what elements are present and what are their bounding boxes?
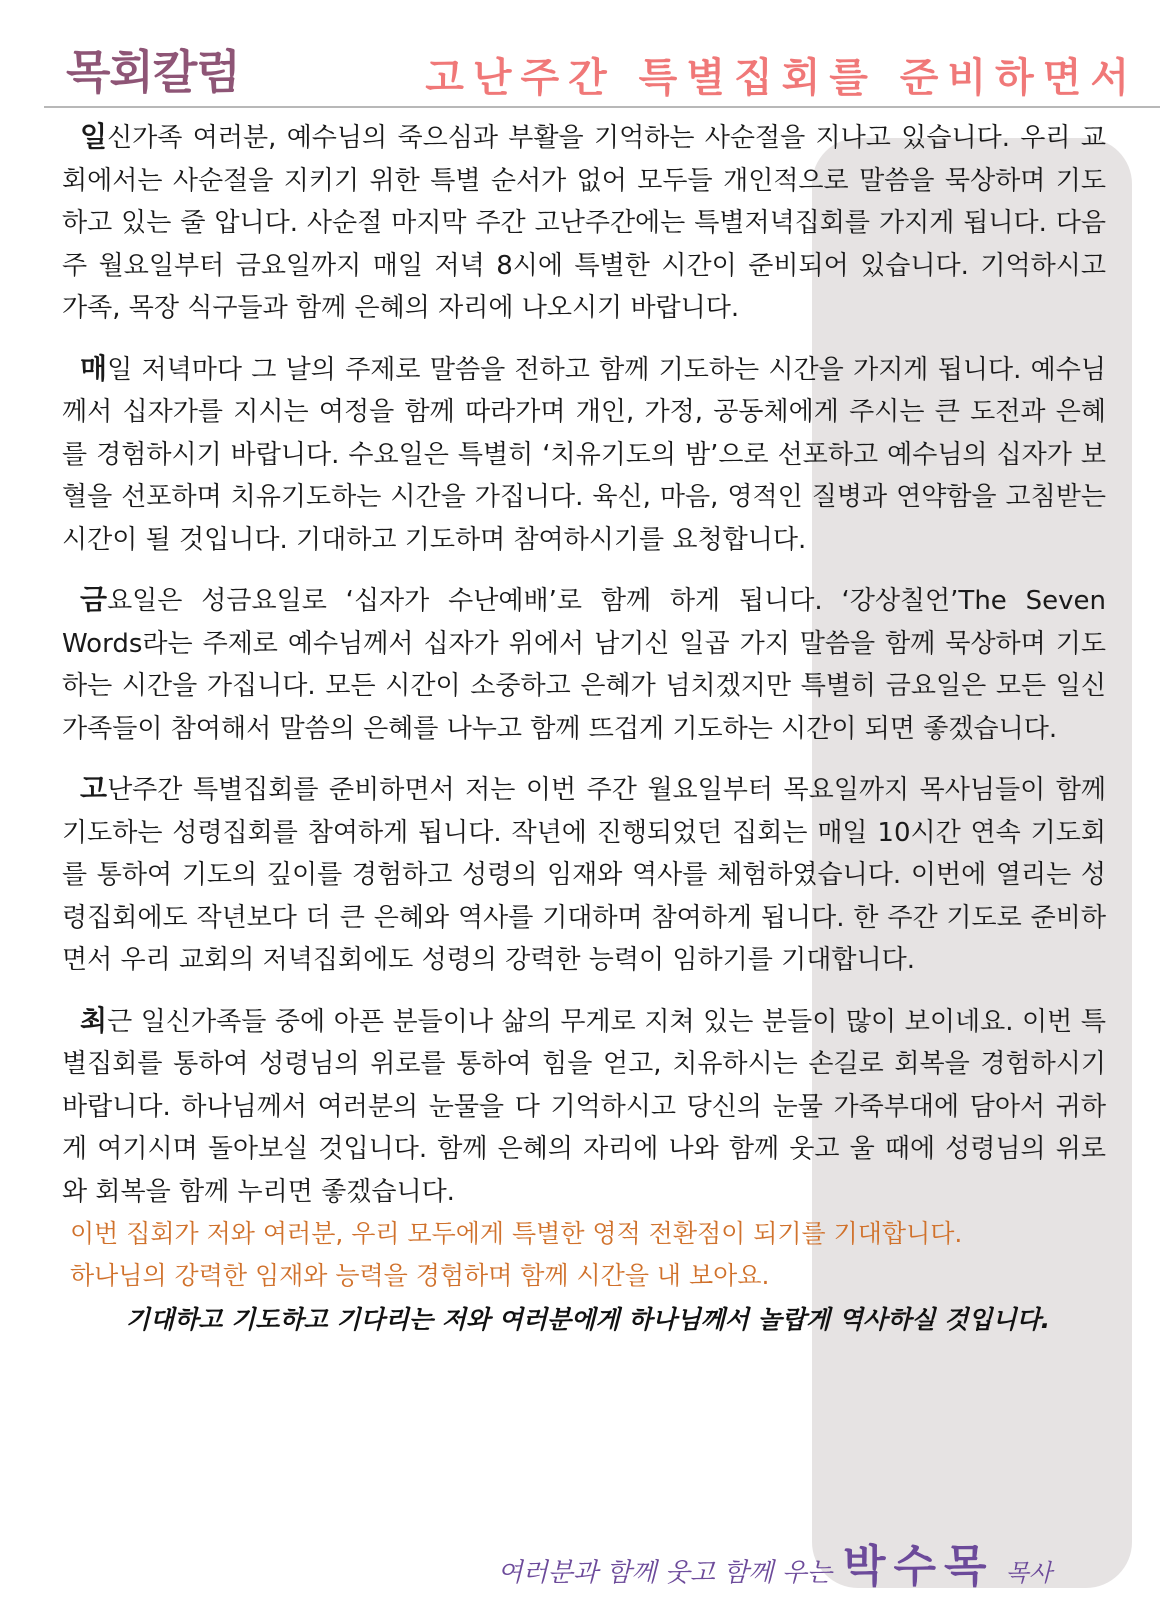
paragraph-3	[62, 579, 1106, 750]
column-subtitle: 고난주간 특별집회를 준비하면서	[425, 55, 1138, 101]
paragraph-2	[62, 348, 1106, 562]
highlight-line-2: 하나님의 강력한 임재와 능력을 경험하며 함께 시간을 내 보아요.	[70, 1261, 770, 1290]
closing-statement: 기대하고 기도하고 기다리는 저와 여러분에게 하나님께서 놀랍게 역사하실 것입니다.	[125, 1305, 1051, 1334]
signature-name: 박수목	[843, 1541, 995, 1592]
paragraph-1	[62, 116, 1106, 330]
highlight-line-1: 이번 집회가 저와 여러분, 우리 모두에게 특별한 영적 전환점이 되기를 기대합니다.	[70, 1219, 963, 1248]
paragraph-lead-char: 금	[80, 583, 108, 616]
header-divider	[44, 106, 1160, 108]
paragraph-text: 요일은 성금요일로 ‘십자가 수난예배’로 함께 하게 됩니다. ‘강상칠언’The Seven Words라는 주제로 예수님께서 십자가 위에서 남기신 일곱 가지 말씀을 함께 묵상하며 기도하는 시간을 가집니다. 모든 시간이 소중하고 은혜가 넘치겠지만 특별히 금요일은 모든 일신가족들이 참여해서 말씀의 은혜를 나누고 함께 뜨겁게 기도하는 시간이 되면 좋겠습니다.	[62, 586, 1106, 744]
paragraph-5	[62, 1000, 1106, 1214]
paragraph-text: 난주간 특별집회를 준비하면서 저는 이번 주간 월요일부터 목요일까지 목사님들이 함께 기도하는 성령집회를 참여하게 됩니다. 작년에 진행되었던 집회는 매일 10시간 연속 기도회를 통하여 기도의 깊이를 경험하고 성령의 임재와 역사를 체험하였습니다. 이번에 열리는 성령집회에도 작년보다 더 큰 은혜와 역사를 기대하며 참여하게 됩니다. 한 주간 기도로 준비하면서 우리 교회의 저녁집회에도 성령의 강력한 능력이 임하기를 기대합니다.	[62, 775, 1106, 975]
page-title: 목회칼럼	[66, 45, 240, 99]
column-body	[62, 116, 1106, 1341]
signature-title: 목사	[1005, 1559, 1052, 1587]
paragraph-4	[62, 768, 1106, 982]
paragraph-lead-char: 일	[80, 120, 108, 153]
paragraph-text: 일 저녁마다 그 날의 주제로 말씀을 전하고 함께 기도하는 시간을 가지게 됩니다. 예수님께서 십자가를 지시는 여정을 함께 따라가며 개인, 가정, 공동체에게 주시는 큰 도전과 은혜를 경험하시기 바랍니다. 수요일은 특별히 ‘치유기도의 밤’으로 선포하고 예수님의 십자가 보혈을 선포하며 치유기도하는 시간을 가집니다. 육신, 마음, 영적인 질병과 연약함을 고침받는 시간이 될 것입니다. 기대하고 기도하며 참여하시기를 요청합니다.	[62, 354, 1106, 555]
paragraph-text: 신가족 여러분, 예수님의 죽으심과 부활을 기억하는 사순절을 지나고 있습니다. 우리 교회에서는 사순절을 지키기 위한 특별 순서가 없어 모두들 개인적으로 말씀을 묵상하며 기도하고 있는 줄 압니다. 사순절 마지막 주간 고난주간에는 특별저녁집회를 가지게 됩니다. 다음주 월요일부터 금요일까지 매일 저녁 8시에 특별한 시간이 준비되어 있습니다. 기억하시고 가족, 목장 식구들과 함께 은혜의 자리에 나오시기 바랍니다.	[62, 123, 1106, 323]
paragraph-lead-char: 매	[80, 351, 108, 385]
signature	[497, 1530, 1052, 1594]
paragraph-lead-char: 최	[80, 1003, 108, 1037]
paragraph-lead-char: 고	[80, 772, 108, 805]
paragraph-text: 근 일신가족들 중에 아픈 분들이나 삶의 무게로 지쳐 있는 분들이 많이 보이네요. 이번 특별집회를 통하여 성령님의 위로를 통하여 힘을 얻고, 치유하시는 손길로 회복을 경험하시기 바랍니다. 하나님께서 여러분의 눈물을 다 기억하시고 당신의 눈물 가죽부대에 담아서 귀하게 여기시며 돌아보실 것입니다. 함께 은혜의 자리에 나와 함께 웃고 울 때에 성령님의 위로와 회복을 함께 누리면 좋겠습니다.	[62, 1006, 1106, 1207]
signature-prefix: 여러분과 함께 웃고 함께 우는	[497, 1558, 832, 1588]
